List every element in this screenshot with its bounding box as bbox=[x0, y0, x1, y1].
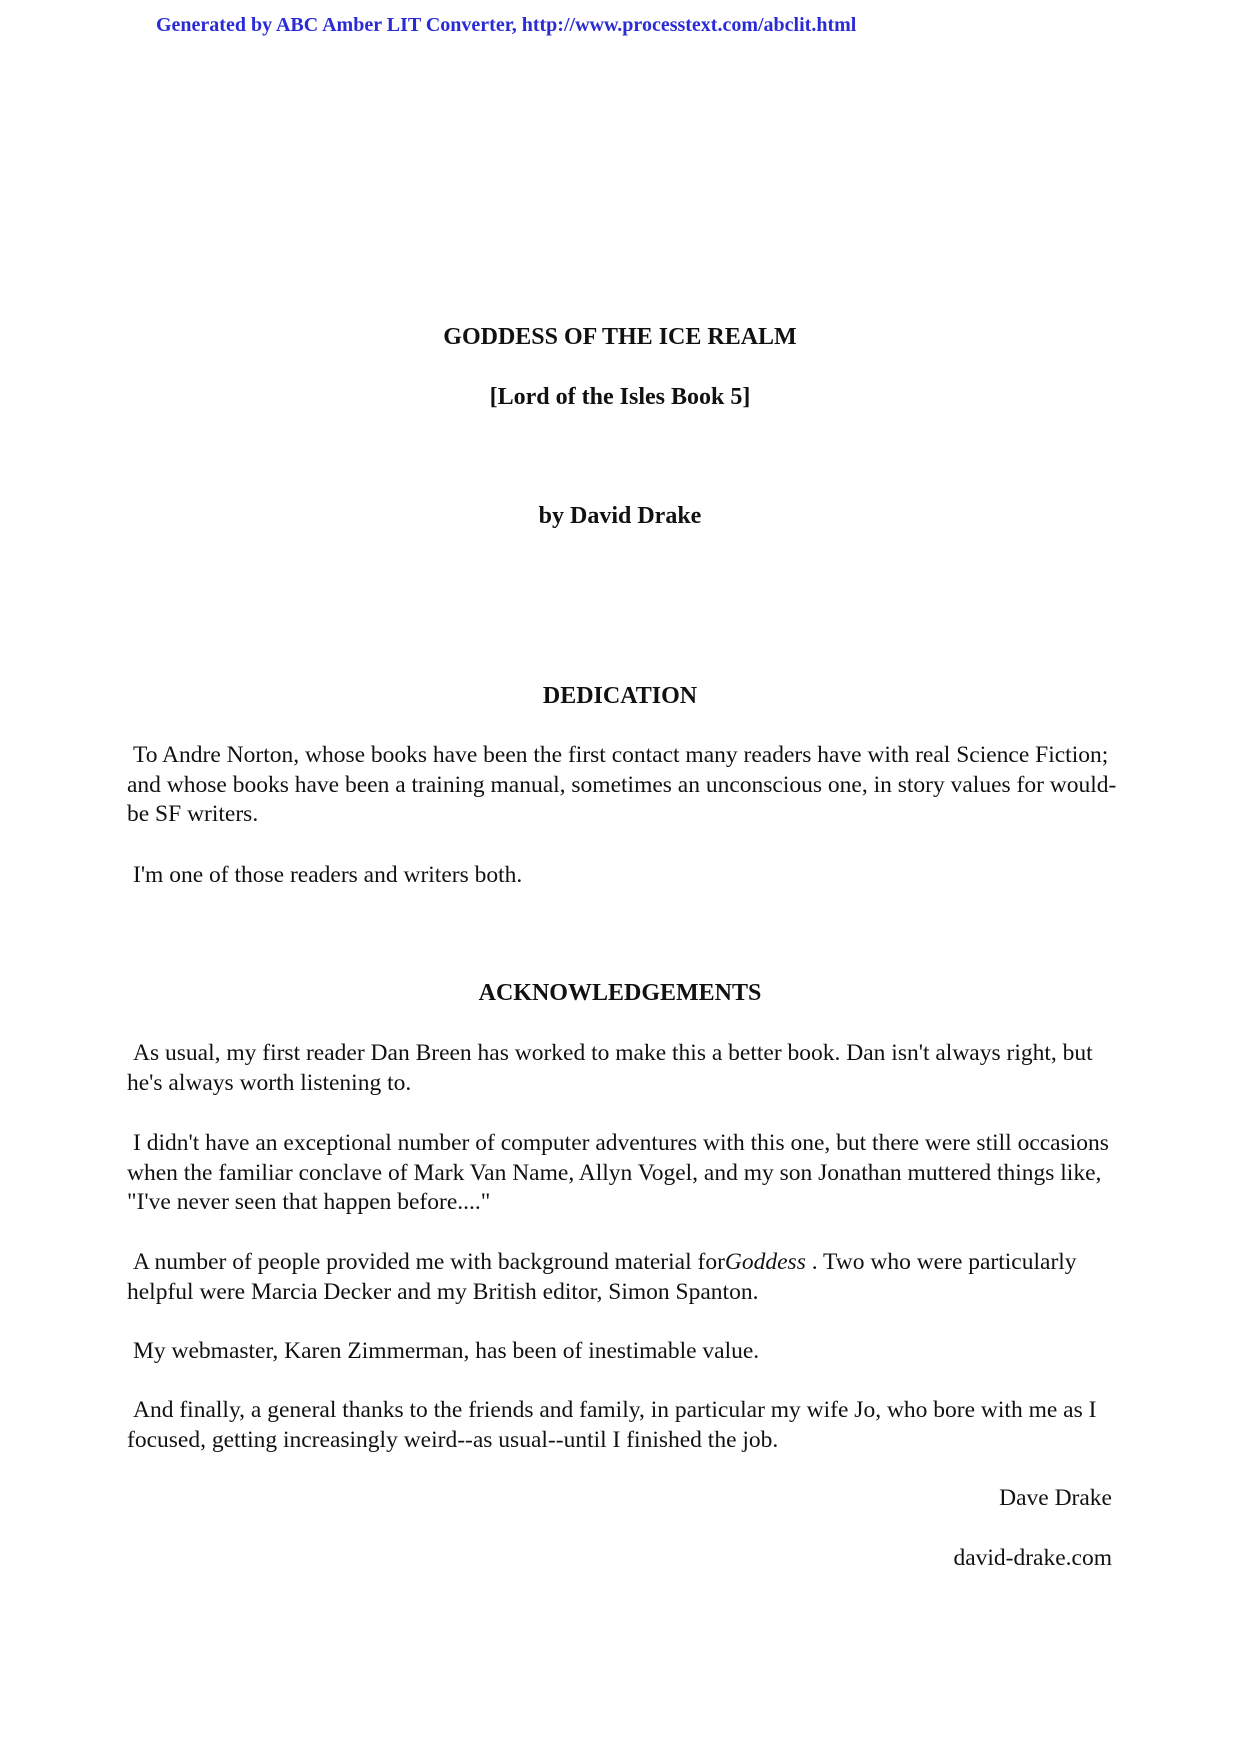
acknowledgement-paragraph bbox=[127, 1337, 1117, 1367]
acknowledgement-paragraph-text: I didn't have an exceptional number of computer adventures with this one, but there were still occasions when the familiar conclave of Mark Van Name, Allyn Vogel, and my son Jonathan muttered things like, "I've never seen that happen before...." bbox=[127, 1130, 1109, 1215]
dedication-paragraph bbox=[127, 741, 1117, 830]
acknowledgement-paragraph-text: As usual, my first reader Dan Breen has worked to make this a better book. Dan isn't always right, but he's always worth listening to. bbox=[127, 1040, 1093, 1096]
signature-website: david-drake.com bbox=[953, 1545, 1112, 1571]
dedication-paragraph-text: To Andre Norton, whose books have been the first contact many readers have with real Science Fiction; and whose books have been a training manual, sometimes an unconscious one, in story values for would-be SF writers. bbox=[127, 742, 1117, 827]
acknowledgement-paragraph bbox=[127, 1396, 1117, 1455]
background-text-before: A number of people provided me with background material for bbox=[133, 1249, 725, 1275]
dedication-heading: DEDICATION bbox=[542, 683, 698, 709]
acknowledgement-paragraph-background bbox=[127, 1248, 1117, 1307]
book-title-italic: Goddess bbox=[724, 1249, 806, 1275]
signature-name: Dave Drake bbox=[999, 1485, 1112, 1511]
dedication-paragraph-text: I'm one of those readers and writers both. bbox=[133, 862, 523, 888]
author-byline: by David Drake bbox=[538, 503, 702, 529]
generator-banner-link[interactable]: Generated by ABC Amber LIT Converter, http://www.processtext.com/abclit.html bbox=[156, 14, 857, 36]
dedication-paragraph bbox=[127, 861, 1117, 891]
background-text-after: . Two who were particularly helpful were Marcia Decker and my British editor, Simon Spanton. bbox=[127, 1249, 1077, 1305]
acknowledgement-paragraph bbox=[127, 1039, 1117, 1098]
acknowledgement-paragraph-text: And finally, a general thanks to the friends and family, in particular my wife Jo, who bore with me as I focused, getting increasingly weird--as usual--until I finished the job. bbox=[127, 1397, 1097, 1453]
acknowledgement-paragraph bbox=[127, 1129, 1117, 1218]
series-subtitle: [Lord of the Isles Book 5] bbox=[489, 384, 751, 410]
book-title: GODDESS OF THE ICE REALM bbox=[443, 324, 797, 350]
acknowledgement-paragraph-text: My webmaster, Karen Zimmerman, has been of inestimable value. bbox=[133, 1338, 760, 1364]
acknowledgements-heading: ACKNOWLEDGEMENTS bbox=[478, 980, 762, 1006]
